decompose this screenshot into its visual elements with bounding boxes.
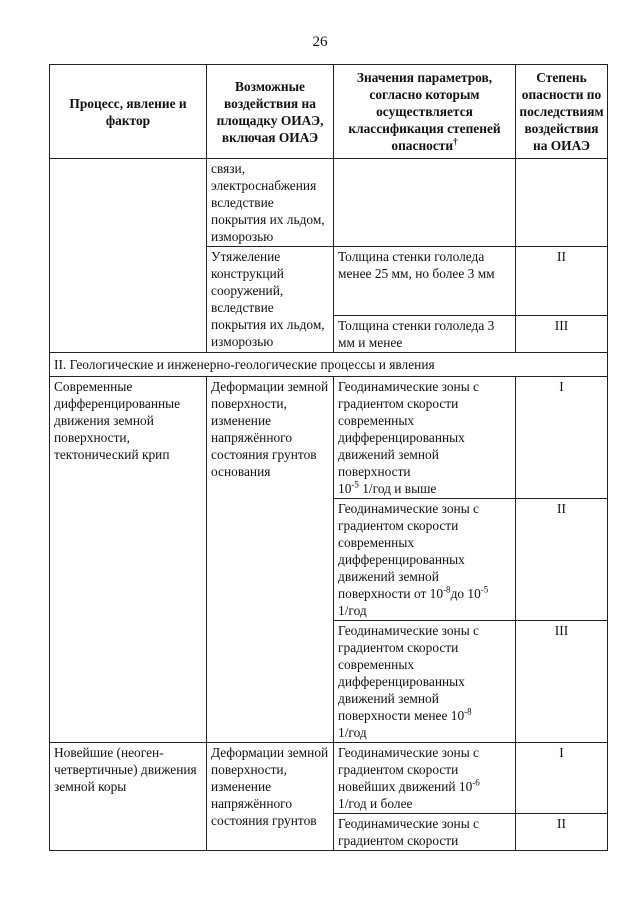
cell-hazard-degree: I (516, 743, 608, 814)
cell-parameter: Толщина стенки гололеда менее 25 мм, но более 3 мм (334, 247, 516, 316)
section-row (50, 353, 608, 377)
cell-parameter: Геодинамические зоны с градиентом скорости (334, 814, 516, 851)
header-hazard-degree: Степень опасности по последствиям воздействия на ОИАЭ (516, 65, 608, 159)
cell-process: Новейшие (неоген-четвертичные) движения земной коры (50, 743, 207, 851)
cell-parameter: Геодинамические зоны с градиентом скорости новейших движений $10^{-6}$ 1/год и более (334, 743, 516, 814)
cell-parameter: Геодинамические зоны с градиентом скорости современных дифференцированных движений земной поверхности от $10^{-8}до$ $10^{-5}$ 1/год (334, 499, 516, 621)
cell-hazard-degree: II (516, 499, 608, 621)
cell-impact: Деформации земной поверхности, изменение напряжённого состояния грунтов (207, 743, 334, 851)
table-header-row (50, 65, 608, 159)
cell-parameter: Толщина стенки гололеда 3 мм и менее (334, 316, 516, 353)
header-parameters: Значения параметров, согласно которым осуществляется классификация степеней опасности† (334, 65, 516, 159)
section-title: II. Геологические и инженерно-геологические процессы и явления (50, 353, 608, 377)
header-impacts: Возможные воздействия на площадку ОИАЭ, включая ОИАЭ (207, 65, 334, 159)
header-process: Процесс, явление и фактор (50, 65, 207, 159)
cell-impact: Деформации земной поверхности, изменение напряжённого состояния грунтов основания (207, 377, 334, 743)
cell-hazard-degree: III (516, 621, 608, 743)
table-row (50, 743, 608, 814)
cell-impact: Утяжеление конструкций сооружений, вследствие покрытия их льдом, изморозью (207, 247, 334, 353)
footnote-mark: † (453, 136, 458, 147)
cell-empty (516, 159, 608, 247)
cell-impact: связи, электроснабжения вследствие покрытия их льдом, изморозью (207, 159, 334, 247)
cell-hazard-degree: I (516, 377, 608, 499)
page-number: 26 (312, 34, 328, 50)
cell-hazard-degree: II (516, 814, 608, 851)
table-row (50, 159, 608, 247)
cell-parameter: Геодинамические зоны с градиентом скорости современных дифференцированных движений земной поверхности $10^{-5}$ 1/год и выше (334, 377, 516, 499)
cell-empty (334, 159, 516, 247)
cell-hazard-degree: II (516, 247, 608, 316)
cell-empty (50, 159, 207, 353)
cell-hazard-degree: III (516, 316, 608, 353)
cell-process: Современные дифференцированные движения земной поверхности, тектонический крип (50, 377, 207, 743)
cell-parameter: Геодинамические зоны с градиентом скорости современных дифференцированных движений земной поверхности менее $10^{-8}$ 1/год (334, 621, 516, 743)
hazard-classification-table (49, 64, 608, 851)
table-row (50, 377, 608, 499)
